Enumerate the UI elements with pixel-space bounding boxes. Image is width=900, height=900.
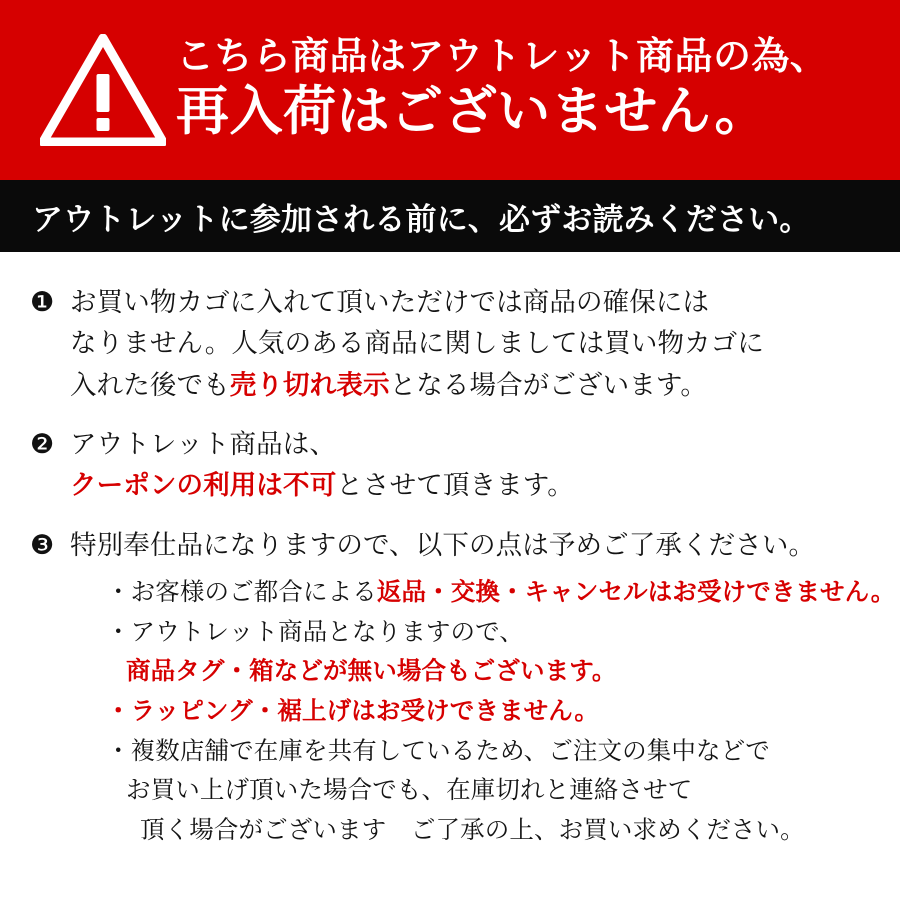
subheader-bar [0,180,900,252]
text-run: ・お客様のご都合による [106,576,377,606]
list-item-line [70,323,870,364]
sub-list-item [106,612,895,652]
text-run-highlight: 商品タグ・箱などが無い場合もございます。 [126,656,617,686]
subheader-text: アウトレットに参加される前に、必ずお読みください。 [32,201,811,238]
text-run: 頂く場合がございます ご了承の上、お買い求めください。 [140,815,805,845]
list-item [30,424,870,507]
text-run: ・複数店舗で在庫を共有しているため、ご注文の集中などで [106,735,770,765]
banner-text [168,35,866,145]
text-run-highlight: 返品・交換・キャンセルはお受けできません。 [376,576,896,606]
list-item-line [70,525,895,566]
text-run: アウトレット商品は、 [70,428,337,460]
sub-list [70,572,895,850]
text-run-highlight: ・ラッピング・裾上げはお受けできません。 [106,696,599,726]
sub-list-item [106,810,895,850]
text-run: なりません。人気のある商品に関しましては買い物カゴに [70,328,765,360]
list-item-line [70,365,870,406]
sub-list-item [106,572,895,612]
sub-list-item [106,651,895,691]
list-item [30,525,896,850]
text-run-highlight: 売り切れ表示 [229,369,390,401]
list-item-body [70,525,895,850]
sub-list-item [106,691,895,731]
list-item-marker: ❶ [30,287,55,318]
list-item-body [70,424,870,507]
list-item-line [70,424,870,465]
warning-banner [0,0,900,180]
list-item-marker: ❸ [30,529,55,561]
banner-line-1: こちら商品はアウトレット商品の為、 [176,34,829,79]
text-run: となる場合がございます。 [389,369,708,401]
text-run-highlight: クーポンの利用は不可 [70,470,337,502]
text-run: お買い物カゴに入れて頂いただけでは商品の確保には [70,287,710,318]
list-item-marker: ❷ [30,428,55,460]
list-item-body [70,282,870,406]
text-run: 特別奉仕品になりますので、以下の点は予めご了承ください。 [70,529,816,561]
warning-triangle-icon [38,34,168,146]
notice-list [0,252,900,850]
sub-list-item [106,770,895,810]
text-run: 入れた後でも [70,369,230,401]
banner-line-2: 再入荷はございません。 [176,80,769,142]
list-item-line [70,282,870,323]
text-run: とさせて頂きます。 [336,470,574,502]
sub-list-item [106,731,895,771]
text-run: ・アウトレット商品となりますので、 [106,616,524,646]
text-run: お買い上げ頂いた場合でも、在庫切れと連絡させて [126,775,693,805]
list-item [30,282,870,406]
list-item-line [70,465,870,506]
